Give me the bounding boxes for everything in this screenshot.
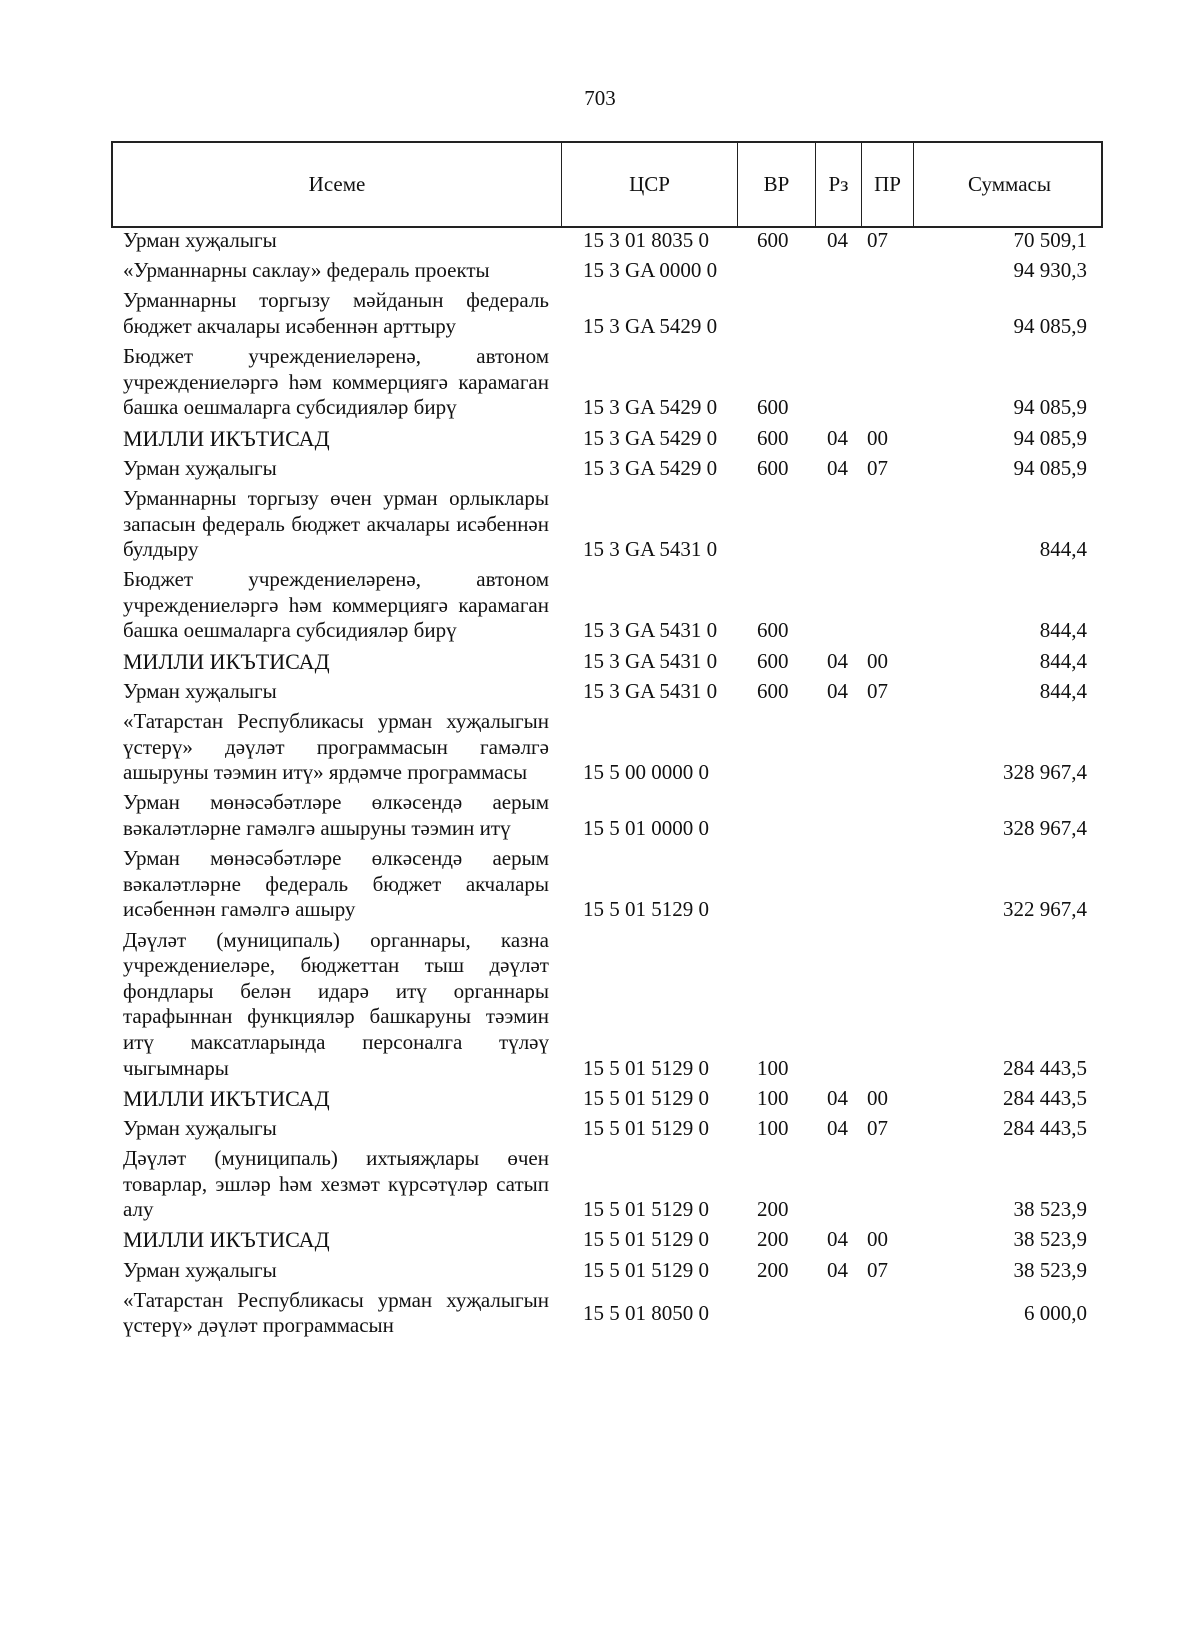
row-pr: 07 — [867, 1115, 888, 1140]
row-csr: 15 5 01 5129 0 — [583, 1055, 709, 1080]
row-sum: 322 967,4 — [1003, 897, 1087, 922]
row-name: Урман хуҗалыгы — [123, 228, 277, 252]
row-name: МИЛЛИ ИКЪТИСАД — [123, 648, 330, 674]
row-vr: 600 — [757, 395, 789, 420]
row-vr: 600 — [757, 455, 789, 480]
row-sum: 284 443,5 — [1003, 1055, 1087, 1080]
row-rz: 04 — [827, 1227, 848, 1252]
row-vr: 100 — [757, 1115, 789, 1140]
table-row — [111, 426, 1103, 456]
row-pr: 00 — [867, 425, 888, 450]
row-csr: 15 3 GA 5429 0 — [583, 395, 718, 420]
row-pr: 07 — [867, 1257, 888, 1282]
row-sum: 844,4 — [1039, 537, 1087, 562]
row-pr: 00 — [867, 648, 888, 673]
row-vr: 200 — [757, 1257, 789, 1282]
table-row — [111, 567, 1103, 648]
table-row — [111, 1227, 1103, 1257]
row-sum: 94 085,9 — [1013, 395, 1087, 420]
row-rz: 04 — [827, 648, 848, 673]
row-sum: 70 509,1 — [1013, 228, 1087, 252]
table-header — [111, 141, 1103, 228]
row-vr: 600 — [757, 228, 789, 252]
row-vr: 600 — [757, 648, 789, 673]
header-csr: ЦСР — [561, 143, 737, 226]
row-sum: 38 523,9 — [1013, 1197, 1087, 1222]
row-name: Бюджет учреждениеләренә, автоном учреждениеләргә һәм коммерциягә карамаган башка оешмаларга субсидияләр бирү — [123, 344, 549, 420]
row-name: «Урманнарны саклау» федераль проекты — [123, 258, 490, 283]
row-vr: 200 — [757, 1227, 789, 1252]
table-row — [111, 486, 1103, 567]
table-row — [111, 1086, 1103, 1116]
row-sum: 94 085,9 — [1013, 425, 1087, 450]
table-row — [111, 846, 1103, 927]
row-csr: 15 5 01 5129 0 — [583, 1257, 709, 1282]
row-name: Урман хуҗалыгы — [123, 678, 277, 703]
table-row — [111, 456, 1103, 486]
row-sum: 6 000,0 — [1024, 1300, 1087, 1325]
row-csr: 15 3 GA 5431 0 — [583, 648, 718, 673]
table-row — [111, 288, 1103, 344]
row-rz: 04 — [827, 1115, 848, 1140]
table-row — [111, 679, 1103, 709]
row-csr: 15 3 GA 5429 0 — [583, 313, 718, 338]
table-row — [111, 228, 1103, 258]
row-pr: 07 — [867, 228, 888, 252]
row-name: Урманнарны торгызу мәйданын федераль бюджет акчалары исәбеннән арттыру — [123, 288, 549, 338]
row-sum: 94 085,9 — [1013, 313, 1087, 338]
header-name: Исеме — [308, 172, 366, 196]
header-pr: ПР — [861, 143, 913, 226]
row-sum: 94 085,9 — [1013, 455, 1087, 480]
header-sum: Суммасы — [913, 143, 1105, 226]
row-sum: 328 967,4 — [1003, 816, 1087, 840]
row-csr: 15 3 GA 5431 0 — [583, 678, 718, 703]
row-name: МИЛЛИ ИКЪТИСАД — [123, 1227, 330, 1253]
table-row — [111, 258, 1103, 288]
row-sum: 844,4 — [1039, 678, 1087, 703]
row-rz: 04 — [827, 678, 848, 703]
table-row — [111, 1258, 1103, 1288]
row-rz: 04 — [827, 228, 848, 252]
table-row — [111, 344, 1103, 425]
row-vr: 100 — [757, 1085, 789, 1110]
row-rz: 04 — [827, 1085, 848, 1110]
row-sum: 284 443,5 — [1003, 1115, 1087, 1140]
row-csr: 15 3 GA 0000 0 — [583, 258, 718, 283]
row-csr: 15 3 GA 5429 0 — [583, 425, 718, 450]
row-csr: 15 3 GA 5429 0 — [583, 455, 718, 480]
row-vr: 100 — [757, 1055, 789, 1080]
row-csr: 15 5 01 5129 0 — [583, 1227, 709, 1252]
header-vr: ВР — [737, 143, 815, 226]
row-pr: 00 — [867, 1085, 888, 1110]
row-csr: 15 5 01 8050 0 — [583, 1300, 709, 1325]
row-name: «Татарстан Республикасы урман хуҗалыгын үстерү» дәүләт программасын — [123, 1287, 549, 1338]
row-name: Дәүләт (муниципаль) ихтыяҗлары өчен товарлар, эшләр һәм хезмәт күрсәтүләр сатып алу — [123, 1146, 549, 1222]
row-rz: 04 — [827, 455, 848, 480]
row-csr: 15 5 01 5129 0 — [583, 1085, 709, 1110]
table-row — [111, 709, 1103, 790]
row-rz: 04 — [827, 1257, 848, 1282]
row-name: «Татарстан Республикасы урман хуҗалыгын үстерү» дәүләт программасын гамәлгә ашыруны тәэмин итү» ярдәмче программасы — [123, 709, 549, 785]
row-csr: 15 3 GA 5431 0 — [583, 618, 718, 643]
table-row — [111, 1116, 1103, 1146]
table-row — [111, 928, 1103, 1086]
row-name: МИЛЛИ ИКЪТИСАД — [123, 425, 330, 451]
header-rz: Рз — [815, 143, 861, 226]
row-sum: 284 443,5 — [1003, 1085, 1087, 1110]
row-sum: 844,4 — [1039, 618, 1087, 643]
table-row — [111, 1288, 1103, 1344]
row-vr: 200 — [757, 1197, 789, 1222]
row-csr: 15 5 01 0000 0 — [583, 816, 709, 840]
row-pr: 00 — [867, 1227, 888, 1252]
table-body — [111, 228, 1103, 1344]
row-csr: 15 3 GA 5431 0 — [583, 537, 718, 562]
table-row — [111, 1146, 1103, 1227]
row-name: Дәүләт (муниципаль) органнары, казна учреждениеләре, бюджеттан тыш дәүләт фондлары белән идарә итү органнары тарафыннан функцияләр башкаруны тәэмин итү максатларында персоналга түләү чыгымнары — [123, 927, 549, 1080]
row-sum: 94 930,3 — [1013, 258, 1087, 283]
row-vr: 600 — [757, 425, 789, 450]
row-vr: 600 — [757, 618, 789, 643]
row-sum: 328 967,4 — [1003, 760, 1087, 785]
row-csr: 15 5 01 5129 0 — [583, 1115, 709, 1140]
table-row — [111, 649, 1103, 679]
row-name: Урман мөнәсәбәтләре өлкәсендә аерым вәкаләтләрне гамәлгә ашыруны тәэмин итү — [123, 790, 549, 840]
row-name: Урман хуҗалыгы — [123, 455, 277, 480]
row-name: Бюджет учреждениеләренә, автоном учреждениеләргә һәм коммерциягә карамаган башка оешмаларга субсидияләр бирү — [123, 567, 549, 643]
row-csr: 15 5 01 5129 0 — [583, 897, 709, 922]
row-csr: 15 5 00 0000 0 — [583, 760, 709, 785]
table-row — [111, 790, 1103, 846]
row-name: Урман хуҗалыгы — [123, 1257, 277, 1282]
row-pr: 07 — [867, 678, 888, 703]
row-name: МИЛЛИ ИКЪТИСАД — [123, 1085, 330, 1111]
row-sum: 38 523,9 — [1013, 1227, 1087, 1252]
row-sum: 38 523,9 — [1013, 1257, 1087, 1282]
page-number: 703 — [584, 86, 616, 110]
row-csr: 15 3 01 8035 0 — [583, 228, 709, 252]
row-name: Урман мөнәсәбәтләре өлкәсендә аерым вәкаләтләрне федераль бюджет акчалары исәбеннән гамәлгә ашыру — [123, 846, 549, 922]
row-name: Урманнарны торгызу өчен урман орлыклары запасын федераль бюджет акчалары исәбеннән булдыру — [123, 485, 549, 562]
row-name: Урман хуҗалыгы — [123, 1115, 277, 1140]
row-rz: 04 — [827, 425, 848, 450]
row-vr: 600 — [757, 678, 789, 703]
row-sum: 844,4 — [1039, 648, 1087, 673]
row-csr: 15 5 01 5129 0 — [583, 1197, 709, 1222]
row-pr: 07 — [867, 455, 888, 480]
